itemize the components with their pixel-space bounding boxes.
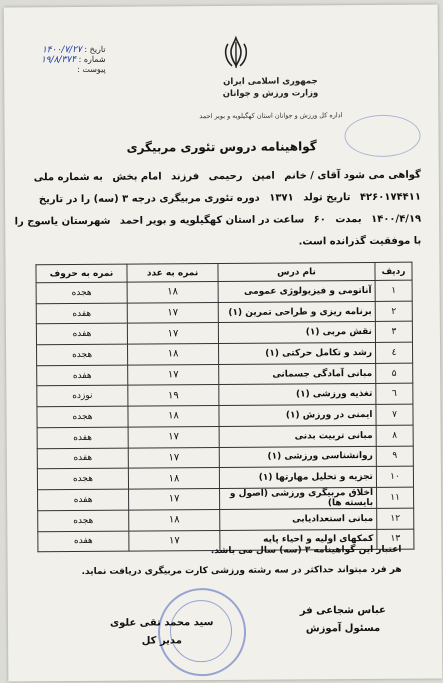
- course-name: روانشناسی ورزشی (۱): [219, 446, 376, 468]
- birth-date-label: تاریخ تولد: [303, 192, 351, 204]
- table-row: [37, 384, 413, 407]
- col-grade-words: نمره به حروف: [36, 264, 127, 283]
- attachment-row: [18, 65, 106, 76]
- signature-left-name: سید محمد تقی علوی: [109, 617, 214, 629]
- grade-words: هفده: [37, 427, 128, 448]
- course-date: ۱۴۰۰/۴/۱۹: [371, 213, 422, 225]
- row-number: ۱۱: [377, 487, 414, 508]
- duration-label: بمدت: [335, 214, 362, 226]
- grade-words: هفده: [36, 324, 127, 345]
- table-row: [38, 508, 414, 531]
- course-name: نقش مربی (۱): [218, 322, 375, 344]
- course-name: تجزیه و تحلیل مهارتها (۱): [219, 467, 376, 489]
- course-name: کمکهای اولیه و احیاء پایه: [220, 529, 377, 551]
- table-row: [36, 301, 412, 324]
- table-row: [37, 404, 413, 427]
- signature-right-title: مسئول آموزش: [305, 622, 381, 635]
- certificate-sheet: [4, 4, 443, 681]
- grade-number: ۱۷: [127, 302, 218, 323]
- course-name: مبانی تربیت بدنی: [219, 425, 376, 447]
- grade-number: ۱۷: [129, 488, 220, 510]
- duration-hours: ۶۰: [313, 214, 326, 226]
- number-label: شماره :: [78, 54, 106, 65]
- row-number: ۳: [375, 322, 412, 343]
- office-name: اداره کل ورزش و جوانان استان کهگیلویه و بویر احمد: [199, 111, 343, 121]
- row-number: ۹: [376, 446, 413, 467]
- course-name: ایمنی در ورزش (۱): [219, 405, 376, 427]
- last-name: رحیمی: [208, 170, 243, 183]
- document-meta: [18, 45, 106, 76]
- gov-line-2: وزارت ورزش و جوانان: [222, 88, 319, 99]
- table-row: [37, 446, 413, 469]
- col-row-number: ردیف: [375, 262, 412, 280]
- row-number: ۱۲: [377, 508, 414, 529]
- national-id-label: به شماره ملی: [33, 171, 103, 184]
- signature-right-name: عباس شجاعی فر: [299, 604, 386, 617]
- table-row: [37, 425, 413, 448]
- grade-words: هفده: [37, 365, 128, 386]
- father-name: امام بخش: [112, 171, 162, 183]
- attachment-label: پیوست :: [77, 64, 106, 75]
- date-value: ۱۴۰۰/۷/۲۷: [41, 44, 82, 56]
- grade-number: ۱۷: [128, 447, 219, 468]
- birth-year: ۱۳۷۱: [269, 192, 294, 204]
- date-row: [18, 45, 106, 56]
- number-row: [18, 55, 106, 66]
- father-label: فرزند: [171, 171, 200, 183]
- course-name: رشد و تکامل حرکتی (۱): [219, 342, 376, 364]
- table-row: [37, 363, 413, 386]
- city-text: شهرستان یاسوج را: [14, 215, 111, 228]
- body-line-4: با موفقیت گذرانده است.: [298, 235, 422, 248]
- grade-words: نوزده: [37, 386, 128, 407]
- certify-text: گواهی می شود آقای / خانم: [284, 169, 421, 182]
- body-line-3: [14, 209, 422, 234]
- gov-line-1: جمهوری اسلامی ایران: [223, 76, 318, 87]
- row-number: ۸: [376, 425, 413, 446]
- grade-words: هجده: [36, 282, 127, 303]
- body-line-2: [19, 187, 421, 212]
- grade-number: ۱۷: [128, 364, 219, 385]
- max-sports-note: هر فرد میتواند حداکثر در سه رشته ورزشی کارت مربیگری دریافت نماید.: [81, 564, 402, 577]
- course-name: تغذیه ورزشی (۱): [219, 384, 376, 406]
- signature-education: [300, 602, 386, 639]
- government-heading: [223, 75, 319, 100]
- grade-words: هجده: [38, 510, 129, 531]
- grade-words: هجده: [37, 468, 128, 489]
- grade-words: هجده: [37, 344, 128, 365]
- national-id: ۴۲۶۰۱۷۴۴۱۱: [359, 191, 422, 204]
- grade-words: هجده: [37, 406, 128, 427]
- grade-number: ۱۸: [129, 509, 220, 530]
- course-name: برنامه ریزی و طراحی تمرین (۱): [218, 301, 375, 323]
- course-name: مبانی استعدادیابی: [220, 508, 377, 530]
- grade-words: هفده: [36, 303, 127, 324]
- col-grade-number: نمره به عدد: [127, 264, 218, 283]
- grade-words: هفده: [38, 531, 129, 552]
- grade-number: ۱۸: [128, 344, 219, 365]
- col-course-name: نام درس: [218, 262, 375, 281]
- course-name: آناتومی و فیزیولوژی عمومی: [218, 280, 375, 302]
- row-number: ۱: [375, 280, 412, 301]
- table-row: [36, 280, 412, 303]
- grade-number: ۱۸: [127, 282, 218, 303]
- signature-left-title: مدیر کل: [141, 635, 182, 647]
- number-value: ۱۹/۸/۳۷۴: [40, 55, 77, 66]
- table-row: [36, 322, 412, 345]
- grade-number: ۱۷: [129, 530, 220, 551]
- first-name: امین: [251, 170, 275, 182]
- certificate-title: گواهینامه دروس تئوری مربیگری: [126, 139, 317, 155]
- row-number: ۵: [376, 363, 413, 384]
- table-row: [37, 466, 413, 489]
- signature-director: [110, 614, 214, 651]
- table-row: [37, 342, 413, 365]
- row-number: ۲: [375, 301, 412, 322]
- grade-number: ۱۸: [128, 468, 219, 489]
- province-text: ساعت در استان کهگیلویه و بویر احمد: [119, 214, 305, 227]
- grade-number: ۱۷: [128, 426, 219, 447]
- row-number: ۷: [376, 404, 413, 425]
- grades-table: [35, 262, 414, 553]
- course-name: اخلاق مربیگری ورزشی (اصول و بایسته ها): [220, 487, 377, 509]
- course-name: مبانی آمادگی جسمانی: [219, 363, 376, 385]
- grade-words: هفده: [37, 448, 128, 469]
- row-number: ٦: [376, 384, 413, 405]
- row-number: ٤: [376, 342, 413, 363]
- table-row: [38, 487, 414, 511]
- body-line-1: [19, 165, 421, 190]
- date-label: تاریخ :: [84, 44, 106, 54]
- row-number: ۱۳: [377, 529, 414, 550]
- grade-number: ۱۹: [128, 385, 219, 406]
- certificate-body: [14, 165, 422, 256]
- course-text: دوره تئوری مربیگری درجه ۳ (سه) را در تاریخ: [38, 192, 260, 206]
- iran-emblem-icon: [222, 36, 250, 70]
- grade-number: ۱۸: [128, 406, 219, 427]
- row-number: ۱۰: [376, 466, 413, 487]
- grade-number: ۱۷: [127, 323, 218, 344]
- validity-note: اعتبار این گواهینامه ۳ (سه) سال می باشد.: [210, 544, 402, 557]
- grade-words: هفده: [38, 489, 129, 511]
